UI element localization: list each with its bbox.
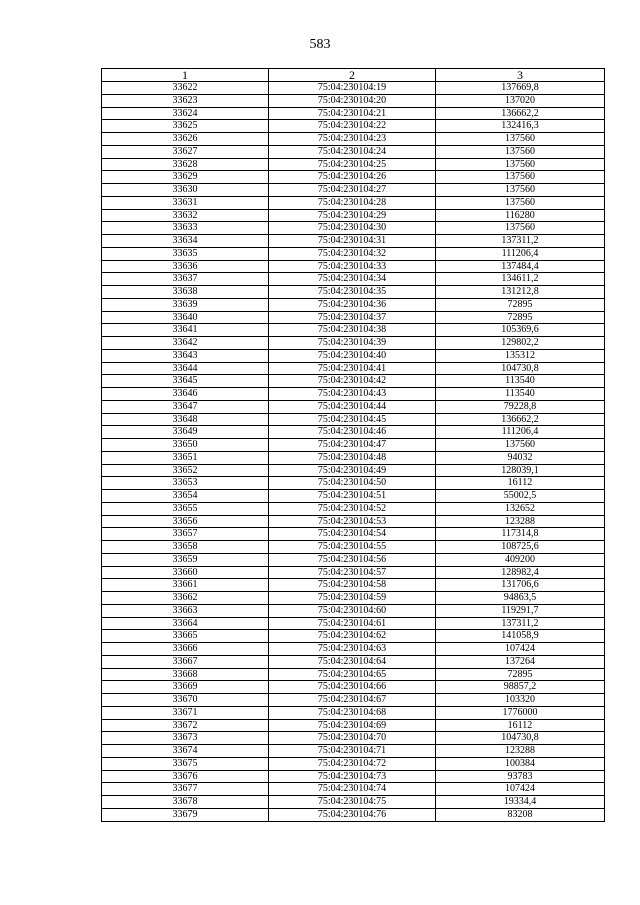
table-row (102, 349, 605, 362)
cadastral-number-cell: 75:04:230104:34 (269, 273, 436, 286)
row-number-cell: 33655 (102, 502, 269, 515)
value-cell: 137560 (436, 222, 605, 235)
table-row (102, 796, 605, 809)
table-row (102, 171, 605, 184)
value-cell: 98857,2 (436, 681, 605, 694)
table-row (102, 668, 605, 681)
column-header-1: 1 (102, 69, 269, 82)
row-number-cell: 33671 (102, 706, 269, 719)
row-number-cell: 33640 (102, 311, 269, 324)
table-row (102, 375, 605, 388)
cadastral-number-cell: 75:04:230104:28 (269, 196, 436, 209)
value-cell: 108725,6 (436, 541, 605, 554)
row-number-cell: 33649 (102, 426, 269, 439)
value-cell: 137560 (436, 171, 605, 184)
cadastral-number-cell: 75:04:230104:56 (269, 553, 436, 566)
value-cell: 107424 (436, 783, 605, 796)
row-number-cell: 33670 (102, 694, 269, 707)
value-cell: 137264 (436, 655, 605, 668)
table-row (102, 592, 605, 605)
row-number-cell: 33630 (102, 184, 269, 197)
value-cell: 72895 (436, 668, 605, 681)
row-number-cell: 33642 (102, 337, 269, 350)
value-cell: 137560 (436, 145, 605, 158)
cadastral-number-cell: 75:04:230104:54 (269, 528, 436, 541)
table-row (102, 286, 605, 299)
row-number-cell: 33650 (102, 439, 269, 452)
row-number-cell: 33633 (102, 222, 269, 235)
row-number-cell: 33668 (102, 668, 269, 681)
row-number-cell: 33672 (102, 719, 269, 732)
cadastral-number-cell: 75:04:230104:22 (269, 120, 436, 133)
row-number-cell: 33664 (102, 617, 269, 630)
table-row (102, 770, 605, 783)
value-cell: 137020 (436, 94, 605, 107)
value-cell: 72895 (436, 298, 605, 311)
table-row (102, 541, 605, 554)
table-row (102, 362, 605, 375)
row-number-cell: 33651 (102, 451, 269, 464)
cadastral-number-cell: 75:04:230104:38 (269, 324, 436, 337)
cadastral-number-cell: 75:04:230104:41 (269, 362, 436, 375)
table-row (102, 566, 605, 579)
row-number-cell: 33638 (102, 286, 269, 299)
table-row (102, 337, 605, 350)
table-row (102, 502, 605, 515)
cadastral-number-cell: 75:04:230104:21 (269, 107, 436, 120)
table-row (102, 757, 605, 770)
row-number-cell: 33634 (102, 235, 269, 248)
table-row (102, 273, 605, 286)
table-body (102, 82, 605, 822)
table-row (102, 617, 605, 630)
row-number-cell: 33669 (102, 681, 269, 694)
row-number-cell: 33628 (102, 158, 269, 171)
table-row (102, 694, 605, 707)
row-number-cell: 33679 (102, 808, 269, 821)
cadastral-number-cell: 75:04:230104:33 (269, 260, 436, 273)
table-row (102, 808, 605, 821)
table-row (102, 706, 605, 719)
table-row (102, 553, 605, 566)
row-number-cell: 33657 (102, 528, 269, 541)
cadastral-number-cell: 75:04:230104:69 (269, 719, 436, 732)
value-cell: 409200 (436, 553, 605, 566)
table-row (102, 82, 605, 95)
row-number-cell: 33637 (102, 273, 269, 286)
cadastral-number-cell: 75:04:230104:48 (269, 451, 436, 464)
row-number-cell: 33656 (102, 515, 269, 528)
table-row (102, 120, 605, 133)
cadastral-number-cell: 75:04:230104:60 (269, 604, 436, 617)
table-row (102, 209, 605, 222)
row-number-cell: 33646 (102, 388, 269, 401)
cadastral-number-cell: 75:04:230104:70 (269, 732, 436, 745)
value-cell: 132416,3 (436, 120, 605, 133)
value-cell: 136662,2 (436, 413, 605, 426)
cadastral-number-cell: 75:04:230104:36 (269, 298, 436, 311)
cadastral-number-cell: 75:04:230104:37 (269, 311, 436, 324)
cadastral-number-cell: 75:04:230104:40 (269, 349, 436, 362)
row-number-cell: 33631 (102, 196, 269, 209)
row-number-cell: 33652 (102, 464, 269, 477)
row-number-cell: 33666 (102, 643, 269, 656)
value-cell: 16112 (436, 719, 605, 732)
value-cell: 117314,8 (436, 528, 605, 541)
value-cell: 135312 (436, 349, 605, 362)
cadastral-number-cell: 75:04:230104:25 (269, 158, 436, 171)
row-number-cell: 33622 (102, 82, 269, 95)
row-number-cell: 33675 (102, 757, 269, 770)
value-cell: 119291,7 (436, 604, 605, 617)
value-cell: 107424 (436, 643, 605, 656)
cadastral-number-cell: 75:04:230104:27 (269, 184, 436, 197)
row-number-cell: 33626 (102, 133, 269, 146)
table-row (102, 324, 605, 337)
value-cell: 16112 (436, 477, 605, 490)
value-cell: 136662,2 (436, 107, 605, 120)
value-cell: 72895 (436, 311, 605, 324)
value-cell: 100384 (436, 757, 605, 770)
value-cell: 123288 (436, 515, 605, 528)
table-row (102, 451, 605, 464)
cadastral-number-cell: 75:04:230104:67 (269, 694, 436, 707)
table-row (102, 681, 605, 694)
row-number-cell: 33632 (102, 209, 269, 222)
cadastral-number-cell: 75:04:230104:20 (269, 94, 436, 107)
table-row (102, 719, 605, 732)
table-row (102, 158, 605, 171)
cadastral-number-cell: 75:04:230104:58 (269, 579, 436, 592)
row-number-cell: 33627 (102, 145, 269, 158)
table-row (102, 604, 605, 617)
value-cell: 93783 (436, 770, 605, 783)
value-cell: 134611,2 (436, 273, 605, 286)
cadastral-number-cell: 75:04:230104:50 (269, 477, 436, 490)
value-cell: 137560 (436, 184, 605, 197)
table-row (102, 464, 605, 477)
table-row (102, 579, 605, 592)
table-row (102, 247, 605, 260)
cadastral-number-cell: 75:04:230104:52 (269, 502, 436, 515)
value-cell: 1776000 (436, 706, 605, 719)
cadastral-number-cell: 75:04:230104:51 (269, 490, 436, 503)
row-number-cell: 33667 (102, 655, 269, 668)
table-row (102, 413, 605, 426)
value-cell: 137560 (436, 133, 605, 146)
table-row (102, 630, 605, 643)
row-number-cell: 33645 (102, 375, 269, 388)
table-row (102, 196, 605, 209)
table-row (102, 439, 605, 452)
cadastral-number-cell: 75:04:230104:73 (269, 770, 436, 783)
value-cell: 132652 (436, 502, 605, 515)
row-number-cell: 33676 (102, 770, 269, 783)
row-number-cell: 33623 (102, 94, 269, 107)
cadastral-number-cell: 75:04:230104:63 (269, 643, 436, 656)
row-number-cell: 33629 (102, 171, 269, 184)
row-number-cell: 33644 (102, 362, 269, 375)
table-row (102, 477, 605, 490)
row-number-cell: 33662 (102, 592, 269, 605)
value-cell: 19334,4 (436, 796, 605, 809)
row-number-cell: 33648 (102, 413, 269, 426)
value-cell: 137484,4 (436, 260, 605, 273)
cadastral-number-cell: 75:04:230104:43 (269, 388, 436, 401)
cadastral-number-cell: 75:04:230104:44 (269, 400, 436, 413)
row-number-cell: 33641 (102, 324, 269, 337)
row-number-cell: 33678 (102, 796, 269, 809)
row-number-cell: 33665 (102, 630, 269, 643)
table-row (102, 145, 605, 158)
row-number-cell: 33624 (102, 107, 269, 120)
cadastral-number-cell: 75:04:230104:76 (269, 808, 436, 821)
value-cell: 137560 (436, 158, 605, 171)
cadastral-number-cell: 75:04:230104:42 (269, 375, 436, 388)
value-cell: 141058,9 (436, 630, 605, 643)
row-number-cell: 33625 (102, 120, 269, 133)
cadastral-number-cell: 75:04:230104:62 (269, 630, 436, 643)
column-header-3: 3 (436, 69, 605, 82)
table-row (102, 400, 605, 413)
table-row (102, 311, 605, 324)
value-cell: 113540 (436, 375, 605, 388)
value-cell: 129802,2 (436, 337, 605, 350)
value-cell: 111206,4 (436, 247, 605, 260)
cadastral-number-cell: 75:04:230104:57 (269, 566, 436, 579)
cadastral-number-cell: 75:04:230104:49 (269, 464, 436, 477)
table-row (102, 783, 605, 796)
cadastral-number-cell: 75:04:230104:53 (269, 515, 436, 528)
row-number-cell: 33653 (102, 477, 269, 490)
cadastral-number-cell: 75:04:230104:61 (269, 617, 436, 630)
table-row (102, 732, 605, 745)
value-cell: 94863,5 (436, 592, 605, 605)
value-cell: 137311,2 (436, 235, 605, 248)
value-cell: 103320 (436, 694, 605, 707)
table-row (102, 490, 605, 503)
value-cell: 128039,1 (436, 464, 605, 477)
column-header-2: 2 (269, 69, 436, 82)
cadastral-number-cell: 75:04:230104:55 (269, 541, 436, 554)
value-cell: 137311,2 (436, 617, 605, 630)
cadastral-number-cell: 75:04:230104:65 (269, 668, 436, 681)
cadastral-number-cell: 75:04:230104:26 (269, 171, 436, 184)
value-cell: 137560 (436, 196, 605, 209)
value-cell: 116280 (436, 209, 605, 222)
cadastral-number-cell: 75:04:230104:35 (269, 286, 436, 299)
cadastral-number-cell: 75:04:230104:32 (269, 247, 436, 260)
row-number-cell: 33635 (102, 247, 269, 260)
value-cell: 123288 (436, 745, 605, 758)
value-cell: 94032 (436, 451, 605, 464)
row-number-cell: 33639 (102, 298, 269, 311)
cadastral-number-cell: 75:04:230104:47 (269, 439, 436, 452)
value-cell: 131212,8 (436, 286, 605, 299)
table-row (102, 655, 605, 668)
value-cell: 111206,4 (436, 426, 605, 439)
value-cell: 104730,8 (436, 362, 605, 375)
row-number-cell: 33654 (102, 490, 269, 503)
cadastral-number-cell: 75:04:230104:46 (269, 426, 436, 439)
cadastral-number-cell: 75:04:230104:72 (269, 757, 436, 770)
table-row (102, 388, 605, 401)
value-cell: 137669,8 (436, 82, 605, 95)
value-cell: 105369,6 (436, 324, 605, 337)
cadastral-number-cell: 75:04:230104:68 (269, 706, 436, 719)
row-number-cell: 33674 (102, 745, 269, 758)
cadastral-number-cell: 75:04:230104:75 (269, 796, 436, 809)
table-row (102, 133, 605, 146)
value-cell: 131706,6 (436, 579, 605, 592)
row-number-cell: 33660 (102, 566, 269, 579)
table-row (102, 260, 605, 273)
table-row (102, 745, 605, 758)
value-cell: 79228,8 (436, 400, 605, 413)
header-row (102, 69, 605, 82)
row-number-cell: 33663 (102, 604, 269, 617)
table-header (102, 69, 605, 82)
value-cell: 137560 (436, 439, 605, 452)
row-number-cell: 33659 (102, 553, 269, 566)
cadastral-number-cell: 75:04:230104:24 (269, 145, 436, 158)
value-cell: 104730,8 (436, 732, 605, 745)
data-table (101, 68, 605, 822)
cadastral-number-cell: 75:04:230104:39 (269, 337, 436, 350)
table-row (102, 528, 605, 541)
row-number-cell: 33677 (102, 783, 269, 796)
row-number-cell: 33661 (102, 579, 269, 592)
value-cell: 113540 (436, 388, 605, 401)
cadastral-number-cell: 75:04:230104:74 (269, 783, 436, 796)
table-row (102, 107, 605, 120)
cadastral-number-cell: 75:04:230104:59 (269, 592, 436, 605)
value-cell: 83208 (436, 808, 605, 821)
row-number-cell: 33673 (102, 732, 269, 745)
table-row (102, 426, 605, 439)
row-number-cell: 33647 (102, 400, 269, 413)
table-row (102, 643, 605, 656)
table-row (102, 515, 605, 528)
cadastral-number-cell: 75:04:230104:30 (269, 222, 436, 235)
cadastral-number-cell: 75:04:230104:29 (269, 209, 436, 222)
cadastral-number-cell: 75:04:230104:45 (269, 413, 436, 426)
table-row (102, 235, 605, 248)
value-cell: 128982,4 (436, 566, 605, 579)
table-row (102, 298, 605, 311)
cadastral-number-cell: 75:04:230104:19 (269, 82, 436, 95)
row-number-cell: 33643 (102, 349, 269, 362)
cadastral-number-cell: 75:04:230104:31 (269, 235, 436, 248)
page-number: 583 (309, 37, 331, 52)
cadastral-number-cell: 75:04:230104:66 (269, 681, 436, 694)
row-number-cell: 33636 (102, 260, 269, 273)
table-row (102, 222, 605, 235)
row-number-cell: 33658 (102, 541, 269, 554)
table-row (102, 184, 605, 197)
cadastral-number-cell: 75:04:230104:23 (269, 133, 436, 146)
value-cell: 55002,5 (436, 490, 605, 503)
cadastral-number-cell: 75:04:230104:64 (269, 655, 436, 668)
table-row (102, 94, 605, 107)
cadastral-number-cell: 75:04:230104:71 (269, 745, 436, 758)
